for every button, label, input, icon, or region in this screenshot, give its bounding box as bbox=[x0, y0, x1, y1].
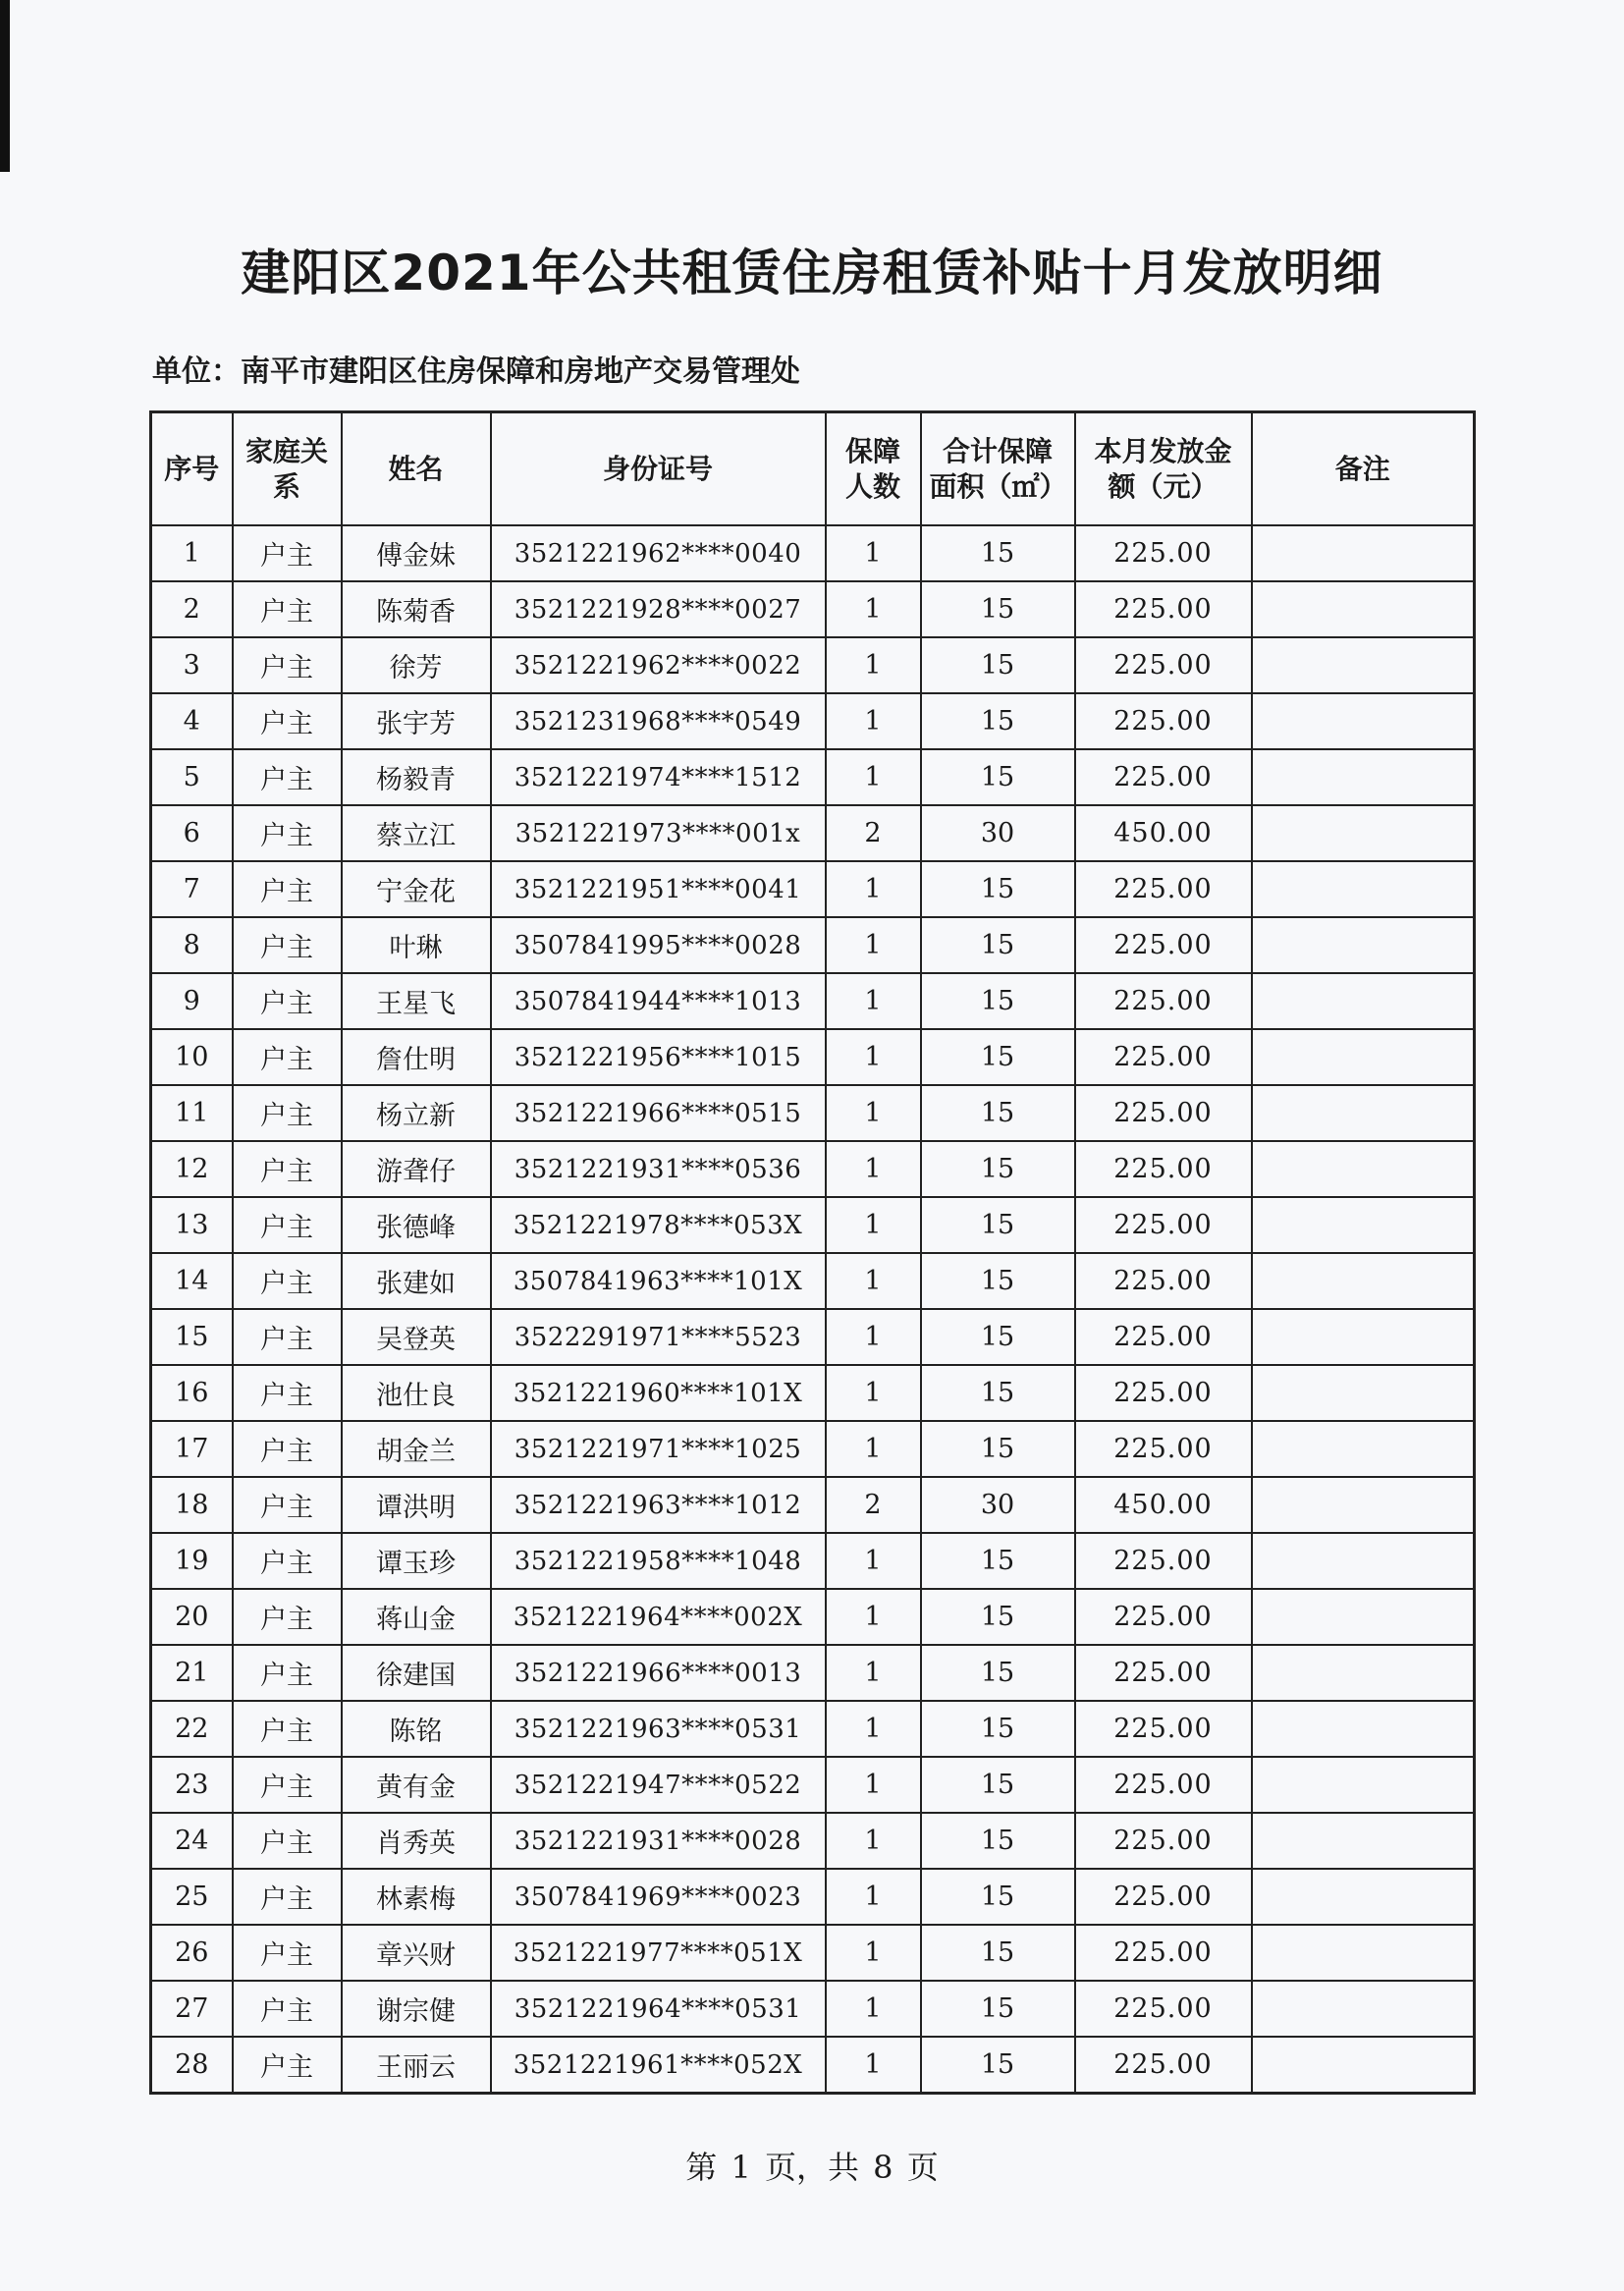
cell-people: 1 bbox=[826, 525, 921, 581]
cell-people: 1 bbox=[826, 1309, 921, 1365]
cell-note bbox=[1252, 1309, 1475, 1365]
table-row bbox=[151, 1757, 1475, 1813]
cell-amount: 225.00 bbox=[1075, 1421, 1252, 1477]
cell-people: 1 bbox=[826, 1197, 921, 1253]
cell-area: 15 bbox=[921, 1589, 1075, 1645]
cell-amount: 225.00 bbox=[1075, 1365, 1252, 1421]
table-row bbox=[151, 1533, 1475, 1589]
cell-people: 1 bbox=[826, 749, 921, 805]
cell-id-number: 3521221978****053X bbox=[491, 1197, 826, 1253]
table-row bbox=[151, 1309, 1475, 1365]
table-row bbox=[151, 1925, 1475, 1981]
cell-note bbox=[1252, 805, 1475, 861]
cell-name: 王星飞 bbox=[342, 973, 491, 1029]
cell-seq: 25 bbox=[151, 1869, 233, 1925]
cell-name: 谭洪明 bbox=[342, 1477, 491, 1533]
table-row bbox=[151, 637, 1475, 693]
cell-relation: 户主 bbox=[233, 525, 342, 581]
table-row bbox=[151, 1141, 1475, 1197]
cell-seq: 6 bbox=[151, 805, 233, 861]
cell-id-number: 3507841995****0028 bbox=[491, 917, 826, 973]
cell-area: 15 bbox=[921, 1981, 1075, 2037]
table-row bbox=[151, 805, 1475, 861]
cell-id-number: 3521221956****1015 bbox=[491, 1029, 826, 1085]
cell-note bbox=[1252, 693, 1475, 749]
cell-id-number: 3521221931****0028 bbox=[491, 1813, 826, 1869]
cell-note bbox=[1252, 1421, 1475, 1477]
cell-relation: 户主 bbox=[233, 1813, 342, 1869]
cell-seq: 17 bbox=[151, 1421, 233, 1477]
cell-relation: 户主 bbox=[233, 1757, 342, 1813]
cell-area: 15 bbox=[921, 581, 1075, 637]
cell-area: 15 bbox=[921, 917, 1075, 973]
cell-seq: 7 bbox=[151, 861, 233, 917]
cell-people: 1 bbox=[826, 637, 921, 693]
cell-seq: 27 bbox=[151, 1981, 233, 2037]
table-row bbox=[151, 525, 1475, 581]
cell-name: 叶琳 bbox=[342, 917, 491, 973]
cell-id-number: 3521221973****001x bbox=[491, 805, 826, 861]
cell-area: 15 bbox=[921, 861, 1075, 917]
cell-id-number: 3507841944****1013 bbox=[491, 973, 826, 1029]
table-row bbox=[151, 1029, 1475, 1085]
cell-area: 15 bbox=[921, 693, 1075, 749]
table-row bbox=[151, 1813, 1475, 1869]
cell-seq: 23 bbox=[151, 1757, 233, 1813]
cell-amount: 225.00 bbox=[1075, 1981, 1252, 2037]
cell-name: 张德峰 bbox=[342, 1197, 491, 1253]
cell-relation: 户主 bbox=[233, 1085, 342, 1141]
cell-note bbox=[1252, 1869, 1475, 1925]
cell-area: 15 bbox=[921, 2037, 1075, 2094]
cell-name: 徐芳 bbox=[342, 637, 491, 693]
cell-relation: 户主 bbox=[233, 1701, 342, 1757]
cell-name: 张建如 bbox=[342, 1253, 491, 1309]
cell-name: 宁金花 bbox=[342, 861, 491, 917]
cell-id-number: 3521221963****0531 bbox=[491, 1701, 826, 1757]
cell-area: 15 bbox=[921, 1253, 1075, 1309]
cell-people: 1 bbox=[826, 917, 921, 973]
cell-seq: 11 bbox=[151, 1085, 233, 1141]
cell-note bbox=[1252, 917, 1475, 973]
cell-people: 1 bbox=[826, 2037, 921, 2094]
cell-relation: 户主 bbox=[233, 1421, 342, 1477]
cell-id-number: 3521221961****052X bbox=[491, 2037, 826, 2094]
cell-seq: 9 bbox=[151, 973, 233, 1029]
cell-seq: 13 bbox=[151, 1197, 233, 1253]
cell-seq: 24 bbox=[151, 1813, 233, 1869]
cell-relation: 户主 bbox=[233, 1029, 342, 1085]
cell-amount: 225.00 bbox=[1075, 1309, 1252, 1365]
table-row bbox=[151, 1477, 1475, 1533]
cell-note bbox=[1252, 861, 1475, 917]
table-row bbox=[151, 2037, 1475, 2094]
cell-amount: 225.00 bbox=[1075, 973, 1252, 1029]
cell-people: 1 bbox=[826, 1253, 921, 1309]
cell-amount: 225.00 bbox=[1075, 1533, 1252, 1589]
cell-area: 15 bbox=[921, 749, 1075, 805]
cell-id-number: 3521221963****1012 bbox=[491, 1477, 826, 1533]
table-row bbox=[151, 1085, 1475, 1141]
page-footer bbox=[0, 2143, 1624, 2188]
cell-id-number: 3521221928****0027 bbox=[491, 581, 826, 637]
cell-area: 15 bbox=[921, 1197, 1075, 1253]
table-row bbox=[151, 1701, 1475, 1757]
cell-note bbox=[1252, 973, 1475, 1029]
cell-people: 1 bbox=[826, 1085, 921, 1141]
cell-id-number: 3521221964****002X bbox=[491, 1589, 826, 1645]
cell-id-number: 3521221958****1048 bbox=[491, 1533, 826, 1589]
cell-area: 15 bbox=[921, 1085, 1075, 1141]
scan-edge-mark bbox=[0, 0, 10, 172]
cell-relation: 户主 bbox=[233, 2037, 342, 2094]
cell-id-number: 3507841969****0023 bbox=[491, 1869, 826, 1925]
table-row bbox=[151, 861, 1475, 917]
cell-name: 蒋山金 bbox=[342, 1589, 491, 1645]
cell-people: 1 bbox=[826, 1029, 921, 1085]
cell-name: 王丽云 bbox=[342, 2037, 491, 2094]
unit-line: 单位：南平市建阳区住房保障和房地产交易管理处 bbox=[152, 355, 800, 389]
cell-seq: 4 bbox=[151, 693, 233, 749]
cell-amount: 225.00 bbox=[1075, 1085, 1252, 1141]
cell-amount: 225.00 bbox=[1075, 861, 1252, 917]
table-row bbox=[151, 1981, 1475, 2037]
cell-people: 2 bbox=[826, 805, 921, 861]
cell-people: 1 bbox=[826, 1645, 921, 1701]
cell-relation: 户主 bbox=[233, 1309, 342, 1365]
cell-id-number: 3521221966****0515 bbox=[491, 1085, 826, 1141]
cell-area: 15 bbox=[921, 1813, 1075, 1869]
table-body bbox=[151, 525, 1475, 2094]
cell-amount: 225.00 bbox=[1075, 1925, 1252, 1981]
cell-relation: 户主 bbox=[233, 1365, 342, 1421]
cell-seq: 1 bbox=[151, 525, 233, 581]
cell-note bbox=[1252, 1757, 1475, 1813]
cell-name: 杨毅青 bbox=[342, 749, 491, 805]
header-name: 姓名 bbox=[342, 412, 491, 526]
cell-name: 詹仕明 bbox=[342, 1029, 491, 1085]
cell-note bbox=[1252, 1589, 1475, 1645]
cell-seq: 15 bbox=[151, 1309, 233, 1365]
cell-note bbox=[1252, 1197, 1475, 1253]
cell-id-number: 3521221931****0536 bbox=[491, 1141, 826, 1197]
cell-amount: 225.00 bbox=[1075, 525, 1252, 581]
cell-name: 蔡立江 bbox=[342, 805, 491, 861]
cell-name: 徐建国 bbox=[342, 1645, 491, 1701]
cell-relation: 户主 bbox=[233, 1477, 342, 1533]
cell-name: 林素梅 bbox=[342, 1869, 491, 1925]
cell-note bbox=[1252, 1533, 1475, 1589]
cell-name: 陈铭 bbox=[342, 1701, 491, 1757]
cell-relation: 户主 bbox=[233, 1589, 342, 1645]
table-row bbox=[151, 1645, 1475, 1701]
table-row bbox=[151, 749, 1475, 805]
cell-amount: 225.00 bbox=[1075, 1701, 1252, 1757]
cell-seq: 20 bbox=[151, 1589, 233, 1645]
table-row bbox=[151, 693, 1475, 749]
cell-people: 1 bbox=[826, 1757, 921, 1813]
cell-area: 15 bbox=[921, 1869, 1075, 1925]
cell-relation: 户主 bbox=[233, 805, 342, 861]
cell-relation: 户主 bbox=[233, 749, 342, 805]
cell-name: 傅金妹 bbox=[342, 525, 491, 581]
footer-prefix: 第 bbox=[685, 2149, 718, 2186]
cell-people: 1 bbox=[826, 1925, 921, 1981]
cell-seq: 19 bbox=[151, 1533, 233, 1589]
cell-note bbox=[1252, 1365, 1475, 1421]
cell-area: 15 bbox=[921, 1309, 1075, 1365]
cell-relation: 户主 bbox=[233, 1253, 342, 1309]
footer-suffix: 页 bbox=[906, 2149, 939, 2186]
cell-id-number: 3521221960****101X bbox=[491, 1365, 826, 1421]
cell-amount: 225.00 bbox=[1075, 1589, 1252, 1645]
cell-name: 谭玉珍 bbox=[342, 1533, 491, 1589]
cell-id-number: 3521221951****0041 bbox=[491, 861, 826, 917]
cell-amount: 450.00 bbox=[1075, 1477, 1252, 1533]
cell-amount: 225.00 bbox=[1075, 749, 1252, 805]
cell-name: 张宇芳 bbox=[342, 693, 491, 749]
cell-amount: 225.00 bbox=[1075, 1141, 1252, 1197]
cell-people: 1 bbox=[826, 1141, 921, 1197]
table-row bbox=[151, 1197, 1475, 1253]
cell-amount: 225.00 bbox=[1075, 1253, 1252, 1309]
cell-relation: 户主 bbox=[233, 693, 342, 749]
cell-people: 1 bbox=[826, 581, 921, 637]
cell-people: 1 bbox=[826, 1533, 921, 1589]
cell-note bbox=[1252, 749, 1475, 805]
cell-id-number: 3522291971****5523 bbox=[491, 1309, 826, 1365]
table-row bbox=[151, 1589, 1475, 1645]
footer-total-pages: 8 bbox=[873, 2149, 893, 2186]
cell-seq: 18 bbox=[151, 1477, 233, 1533]
cell-relation: 户主 bbox=[233, 581, 342, 637]
cell-seq: 3 bbox=[151, 637, 233, 693]
cell-area: 15 bbox=[921, 637, 1075, 693]
header-row bbox=[151, 412, 1475, 526]
cell-people: 1 bbox=[826, 973, 921, 1029]
cell-relation: 户主 bbox=[233, 917, 342, 973]
cell-amount: 225.00 bbox=[1075, 1029, 1252, 1085]
header-area: 合计保障面积（㎡） bbox=[921, 412, 1075, 526]
cell-note bbox=[1252, 637, 1475, 693]
cell-note bbox=[1252, 1701, 1475, 1757]
cell-area: 15 bbox=[921, 1421, 1075, 1477]
cell-relation: 户主 bbox=[233, 637, 342, 693]
cell-amount: 225.00 bbox=[1075, 693, 1252, 749]
cell-id-number: 3521221964****0531 bbox=[491, 1981, 826, 2037]
table-row bbox=[151, 917, 1475, 973]
cell-area: 15 bbox=[921, 973, 1075, 1029]
cell-seq: 22 bbox=[151, 1701, 233, 1757]
cell-note bbox=[1252, 1645, 1475, 1701]
cell-name: 游聋仔 bbox=[342, 1141, 491, 1197]
cell-area: 30 bbox=[921, 1477, 1075, 1533]
cell-note bbox=[1252, 2037, 1475, 2094]
cell-people: 1 bbox=[826, 693, 921, 749]
cell-amount: 225.00 bbox=[1075, 1757, 1252, 1813]
header-people: 保障人数 bbox=[826, 412, 921, 526]
cell-seq: 5 bbox=[151, 749, 233, 805]
cell-name: 杨立新 bbox=[342, 1085, 491, 1141]
cell-id-number: 3521221971****1025 bbox=[491, 1421, 826, 1477]
cell-note bbox=[1252, 1925, 1475, 1981]
cell-area: 30 bbox=[921, 805, 1075, 861]
cell-people: 1 bbox=[826, 1365, 921, 1421]
cell-people: 1 bbox=[826, 1701, 921, 1757]
cell-relation: 户主 bbox=[233, 1925, 342, 1981]
cell-area: 15 bbox=[921, 1141, 1075, 1197]
cell-area: 15 bbox=[921, 1757, 1075, 1813]
cell-relation: 户主 bbox=[233, 973, 342, 1029]
cell-people: 2 bbox=[826, 1477, 921, 1533]
footer-middle: 页，共 bbox=[764, 2149, 859, 2186]
cell-name: 黄有金 bbox=[342, 1757, 491, 1813]
cell-name: 章兴财 bbox=[342, 1925, 491, 1981]
cell-area: 15 bbox=[921, 525, 1075, 581]
cell-note bbox=[1252, 1253, 1475, 1309]
header-note: 备注 bbox=[1252, 412, 1475, 526]
cell-seq: 14 bbox=[151, 1253, 233, 1309]
cell-area: 15 bbox=[921, 1645, 1075, 1701]
cell-note bbox=[1252, 1813, 1475, 1869]
page-title: 建阳区2021年公共租赁住房租赁补贴十月发放明细 bbox=[241, 245, 1383, 301]
cell-people: 1 bbox=[826, 1421, 921, 1477]
cell-note bbox=[1252, 1981, 1475, 2037]
table-row bbox=[151, 1253, 1475, 1309]
cell-amount: 225.00 bbox=[1075, 1813, 1252, 1869]
cell-name: 池仕良 bbox=[342, 1365, 491, 1421]
cell-note bbox=[1252, 1085, 1475, 1141]
cell-relation: 户主 bbox=[233, 861, 342, 917]
cell-area: 15 bbox=[921, 1701, 1075, 1757]
cell-name: 谢宗健 bbox=[342, 1981, 491, 2037]
cell-name: 陈菊香 bbox=[342, 581, 491, 637]
cell-id-number: 3521221977****051X bbox=[491, 1925, 826, 1981]
cell-seq: 10 bbox=[151, 1029, 233, 1085]
cell-amount: 225.00 bbox=[1075, 2037, 1252, 2094]
cell-id-number: 3521221962****0022 bbox=[491, 637, 826, 693]
cell-note bbox=[1252, 581, 1475, 637]
header-id: 身份证号 bbox=[491, 412, 826, 526]
cell-id-number: 3521221962****0040 bbox=[491, 525, 826, 581]
cell-amount: 225.00 bbox=[1075, 1869, 1252, 1925]
cell-people: 1 bbox=[826, 1869, 921, 1925]
table-row bbox=[151, 581, 1475, 637]
cell-seq: 26 bbox=[151, 1925, 233, 1981]
cell-note bbox=[1252, 1477, 1475, 1533]
cell-amount: 225.00 bbox=[1075, 637, 1252, 693]
cell-relation: 户主 bbox=[233, 1645, 342, 1701]
cell-seq: 21 bbox=[151, 1645, 233, 1701]
cell-amount: 225.00 bbox=[1075, 1645, 1252, 1701]
cell-seq: 2 bbox=[151, 581, 233, 637]
cell-id-number: 3507841963****101X bbox=[491, 1253, 826, 1309]
cell-name: 吴登英 bbox=[342, 1309, 491, 1365]
cell-relation: 户主 bbox=[233, 1981, 342, 2037]
cell-seq: 28 bbox=[151, 2037, 233, 2094]
cell-area: 15 bbox=[921, 1029, 1075, 1085]
cell-people: 1 bbox=[826, 1981, 921, 2037]
cell-id-number: 3521231968****0549 bbox=[491, 693, 826, 749]
cell-area: 15 bbox=[921, 1925, 1075, 1981]
footer-page-number: 1 bbox=[731, 2149, 751, 2186]
cell-relation: 户主 bbox=[233, 1197, 342, 1253]
table-row bbox=[151, 1869, 1475, 1925]
cell-note bbox=[1252, 1029, 1475, 1085]
header-seq: 序号 bbox=[151, 412, 233, 526]
cell-seq: 12 bbox=[151, 1141, 233, 1197]
cell-seq: 16 bbox=[151, 1365, 233, 1421]
header-relation: 家庭关系 bbox=[233, 412, 342, 526]
cell-id-number: 3521221974****1512 bbox=[491, 749, 826, 805]
cell-area: 15 bbox=[921, 1533, 1075, 1589]
cell-relation: 户主 bbox=[233, 1141, 342, 1197]
cell-note bbox=[1252, 525, 1475, 581]
cell-name: 肖秀英 bbox=[342, 1813, 491, 1869]
cell-seq: 8 bbox=[151, 917, 233, 973]
cell-area: 15 bbox=[921, 1365, 1075, 1421]
cell-amount: 225.00 bbox=[1075, 581, 1252, 637]
cell-amount: 225.00 bbox=[1075, 917, 1252, 973]
cell-id-number: 3521221966****0013 bbox=[491, 1645, 826, 1701]
cell-amount: 225.00 bbox=[1075, 1197, 1252, 1253]
cell-relation: 户主 bbox=[233, 1533, 342, 1589]
table-row bbox=[151, 1421, 1475, 1477]
cell-people: 1 bbox=[826, 1589, 921, 1645]
cell-note bbox=[1252, 1141, 1475, 1197]
cell-id-number: 3521221947****0522 bbox=[491, 1757, 826, 1813]
table-row bbox=[151, 1365, 1475, 1421]
cell-people: 1 bbox=[826, 861, 921, 917]
table-row bbox=[151, 973, 1475, 1029]
cell-relation: 户主 bbox=[233, 1869, 342, 1925]
cell-people: 1 bbox=[826, 1813, 921, 1869]
header-amount: 本月发放金额（元） bbox=[1075, 412, 1252, 526]
cell-amount: 450.00 bbox=[1075, 805, 1252, 861]
cell-name: 胡金兰 bbox=[342, 1421, 491, 1477]
subsidy-table bbox=[149, 410, 1476, 2095]
